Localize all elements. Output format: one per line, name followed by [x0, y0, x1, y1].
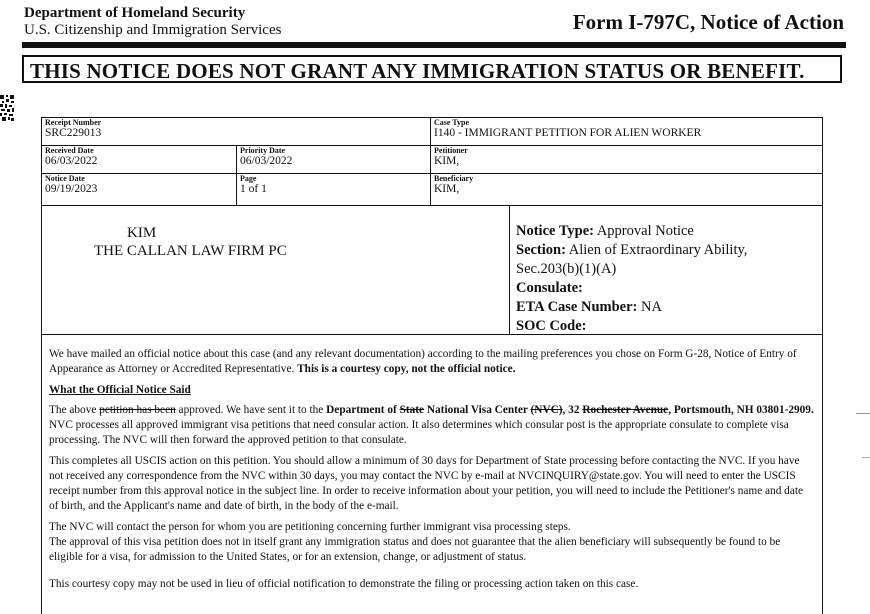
notice-details-block: [509, 205, 823, 335]
eta-row: [516, 298, 822, 317]
law-firm-name: THE CALLAN LAW FIRM PC: [94, 243, 287, 259]
section-row: [516, 241, 822, 260]
consulate-row: [516, 279, 822, 298]
barcode-icon: [0, 95, 14, 121]
approval-strike-1: petition has been: [99, 404, 176, 416]
receipt-number-cell: [42, 118, 431, 146]
notice-type-value: Approval Notice: [596, 223, 694, 239]
petitioner-cell: [431, 146, 822, 174]
beneficiary-cell: [431, 174, 822, 205]
petitioner-label: Petitioner: [434, 146, 468, 155]
section-heading: What the Official Notice Said: [49, 384, 191, 396]
received-date-label: Received Date: [45, 146, 94, 155]
case-type-label: Case Type: [434, 118, 470, 127]
paragraph-mailing: [49, 347, 814, 377]
approval-bold-4: , Portsmouth, NH 03801-2909.: [668, 404, 814, 416]
approval-text-3: NVC processes all approved immigrant visa petitions that need consular action. It also determines which consular post is the appropriate consulate to complete visa processing. The NVC will then forward the approved petition to that consulate.: [49, 419, 789, 446]
eta-value: NA: [641, 299, 662, 315]
receipt-number-label: Receipt Number: [45, 118, 102, 127]
beneficiary-value: KIM,: [434, 183, 460, 195]
courtesy-copy-statement: This is a courtesy copy, not the official notice.: [297, 363, 516, 375]
warning-banner: THIS NOTICE DOES NOT GRANT ANY IMMIGRATION STATUS OR BENEFIT.: [22, 55, 842, 83]
edge-mark: [856, 413, 870, 414]
paragraph-nvc-contact: The NVC will contact the person for whom you are petitioning concerning further immigrant visa processing steps.: [49, 521, 571, 533]
receipt-number-value: SRC229013: [45, 127, 102, 139]
approval-strike-4: Rochester Avenue: [582, 404, 669, 416]
paragraph-completion: This completes all USCIS action on this petition. You should allow a minimum of 30 days for Department of State processing before contacting the NVC. If you have not received any correspondence from the NVC within 30 days, you may contact the NVC by e-mail at NVCINQUIRY@state.gov. You will need to enter the USCIS receipt number from this approval notice in the subject line. In order to receive information about your petition, you will need to include the Petitioner's name and date of birth, and the Applicant's name and date of birth, in the body of the e-mail.: [49, 455, 803, 512]
page-cell: [237, 174, 431, 205]
section-value-2: Sec.203(b)(1)(A): [516, 261, 617, 277]
priority-date-cell: [237, 146, 431, 174]
notice-date-value: 09/19/2023: [45, 183, 98, 195]
priority-date-value: 06/03/2022: [240, 155, 293, 167]
beneficiary-label: Beneficiary: [434, 174, 474, 183]
received-date-cell: [42, 146, 237, 174]
section-value: Alien of Extraordinary Ability,: [568, 242, 748, 258]
case-info-grid: [41, 117, 823, 206]
approval-strike-2: State: [399, 404, 425, 416]
approval-bold-2: National Visa Center: [424, 404, 531, 416]
priority-date-label: Priority Date: [240, 146, 286, 155]
approval-text-2: approved. We have sent it to the: [175, 404, 327, 416]
agency-block: [24, 5, 281, 39]
edge-mark-2: [862, 457, 870, 458]
notice-body: [41, 334, 823, 614]
consulate-label: Consulate:: [516, 280, 583, 296]
case-type-value: I140 - IMMIGRANT PETITION FOR ALIEN WORKER: [434, 127, 702, 139]
approval-text-1: The above: [49, 404, 100, 416]
header-rule: [22, 42, 846, 48]
notice-type-row: [516, 222, 822, 241]
addressee-name: KIM: [127, 225, 157, 241]
approval-strike-3: (NVC): [530, 404, 563, 416]
paragraph-disclaimer: The approval of this visa petition does not in itself grant any immigration status and does not guarantee that the alien beneficiary will subsequently be found to be eligible for a visa, for admission to the United States, or for an extension, change, or adjustment of status.: [49, 536, 781, 563]
approval-bold-1: Department of: [326, 404, 400, 416]
notice-type-label: Notice Type:: [516, 223, 594, 239]
agency-subname: U.S. Citizenship and Immigration Services: [24, 22, 282, 38]
page-value: 1 of 1: [240, 183, 267, 195]
case-type-cell: [431, 118, 822, 146]
eta-label: ETA Case Number:: [516, 299, 638, 315]
mailing-address-block: [41, 205, 510, 335]
notice-date-cell: [42, 174, 237, 205]
page-label: Page: [240, 174, 257, 183]
form-title: Form I-797C, Notice of Action: [572, 10, 844, 34]
agency-name: Department of Homeland Security: [24, 5, 246, 21]
paragraph-courtesy: This courtesy copy may not be used in lieu of official notification to demonstrate the filing or processing action taken on this case.: [49, 578, 639, 590]
notice-date-label: Notice Date: [45, 174, 85, 183]
paragraph-approval: [49, 403, 814, 448]
approval-bold-3: , 32: [562, 404, 583, 416]
section-label: Section:: [516, 242, 566, 258]
received-date-value: 06/03/2022: [45, 155, 98, 167]
soc-label: SOC Code:: [516, 318, 587, 334]
paragraph-mailing-text: We have mailed an official notice about this case (and any relevant documentation) according to the mailing preferences you chose on Form G-28, Notice of Entry of Appearance as Attorney or Accredited Representative.: [49, 348, 797, 375]
petitioner-value: KIM,: [434, 155, 460, 167]
